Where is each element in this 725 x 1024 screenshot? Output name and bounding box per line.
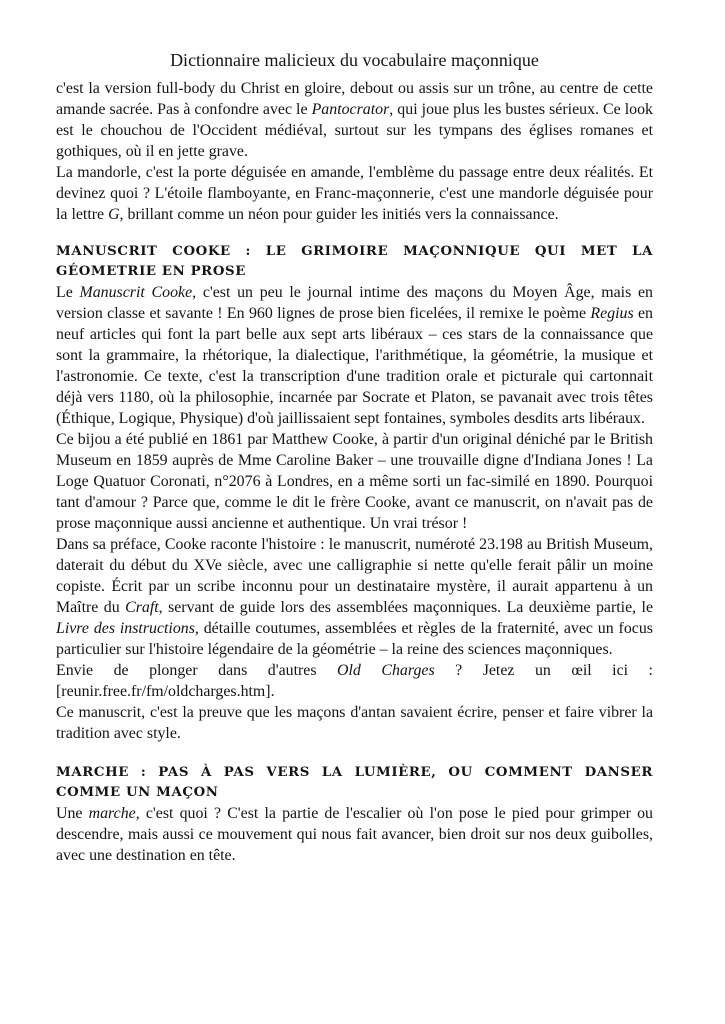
section-title-manuscrit-cooke: MANUSCRIT COOKE : LE GRIMOIRE MAÇONNIQUE QUI MET LA GÉOMETRIE EN PROSE (56, 244, 653, 279)
italic-term: Craft (125, 599, 159, 616)
italic-term: Livre des instructions (56, 620, 195, 637)
paragraph: Une marche, c'est quoi ? C'est la partie de l'escalier où l'on pose le pied pour grimper ou descendre, mais aussi ce mouvement qui nous fait avancer, bien droit sur nos deux guibolles, avec une destination en tête. (56, 805, 653, 864)
section-body-marche (56, 803, 653, 866)
italic-term: G (108, 206, 120, 223)
paragraph: Ce bijou a été publié en 1861 par Matthew Cooke, à partir d'un original déniché par le British Museum en 1859 auprès de Mme Caroline Baker – une trouvaille digne d'Indiana Jones ! La Loge Quatuor Coronati, n°2076 à Londres, en a même sorti un fac-similé en 1890. Pourquoi tant d'amour ? Parce que, comme le dit le frère Cooke, avant ce manuscrit, on n'avait pas de prose maçonnique aussi ancienne et authentique. Un vrai trésor ! (56, 431, 653, 532)
running-header: Dictionnaire malicieux du vocabulaire maçonnique (170, 50, 539, 70)
intro-text (56, 78, 653, 225)
paragraph: La mandorle, c'est la porte déguisée en amande, l'emblème du passage entre deux réalités. Et devinez quoi ? L'étoile flamboyante, en Franc-maçonnerie, c'est une mandorle déguisée pour la lettre G, brillant comme un néon pour guider les initiés vers la connaissance. (56, 164, 653, 223)
italic-term: Manuscrit Cooke (79, 284, 193, 301)
italic-term: Regius (590, 305, 634, 322)
italic-term: Old Charges (337, 662, 435, 679)
section-title-marche: MARCHE : PAS À PAS VERS LA LUMIÈRE, OU COMMENT DANSER COMME UN MAÇON (56, 765, 653, 800)
paragraph: c'est la version full-body du Christ en gloire, debout ou assis sur un trône, au centre de cette amande sacrée. Pas à confondre avec le Pantocrator, qui joue plus les bustes sérieux. Ce look est le chouchou de l'Occident médiéval, surtout sur les tympans des églises romanes et gothiques, où il en jette grave. (56, 80, 653, 160)
italic-term: marche (88, 805, 136, 822)
document-page (56, 48, 653, 866)
paragraph: Dans sa préface, Cooke raconte l'histoire : le manuscrit, numéroté 23.198 au British Museum, daterait du début du XVe siècle, avec une calligraphie si nette qu'elle ferait pâlir un moine copiste. Écrit par un scribe inconnu pour un destinataire mystère, il aurait appartenu à un Maître du Craft, servant de guide lors des assemblées maçonniques. La deuxième partie, le Livre des instructions, détaille coutumes, assemblées et règles de la fraternité, avec un focus particulier sur l'histoire légendaire de la géométrie – la reine des sciences maçonniques. (56, 536, 653, 658)
paragraph: Ce manuscrit, c'est la preuve que les maçons d'antan savaient écrire, penser et faire vibrer la tradition avec style. (56, 704, 653, 742)
section-body-manuscrit-cooke (56, 282, 653, 744)
paragraph: Le Manuscrit Cooke, c'est un peu le journal intime des maçons du Moyen Âge, mais en version classe et savante ! En 960 lignes de prose bien ficelées, il remixe le poème Regius en neuf articles qui font la part belle aux sept arts libéraux – ces stars de la connaissance que sont la grammaire, la rhétorique, la dialectique, l'arithmétique, la géométrie, la musique et l'astronomie. Ce texte, c'est la transcription d'une tradition orale et picturale qui cartonnait déjà vers 1180, où la philosophie, incarnée par Socrate et Platon, se pavanait avec trois têtes (Éthique, Logique, Physique) d'où jaillissaient sept fontaines, symboles desdits arts libéraux. (56, 284, 653, 427)
paragraph: Envie de plonger dans d'autres Old Charges ? Jetez un œil ici : [reunir.free.fr/fm/oldcharges.htm]. (56, 662, 653, 700)
italic-term: Pantocrator (311, 101, 390, 118)
